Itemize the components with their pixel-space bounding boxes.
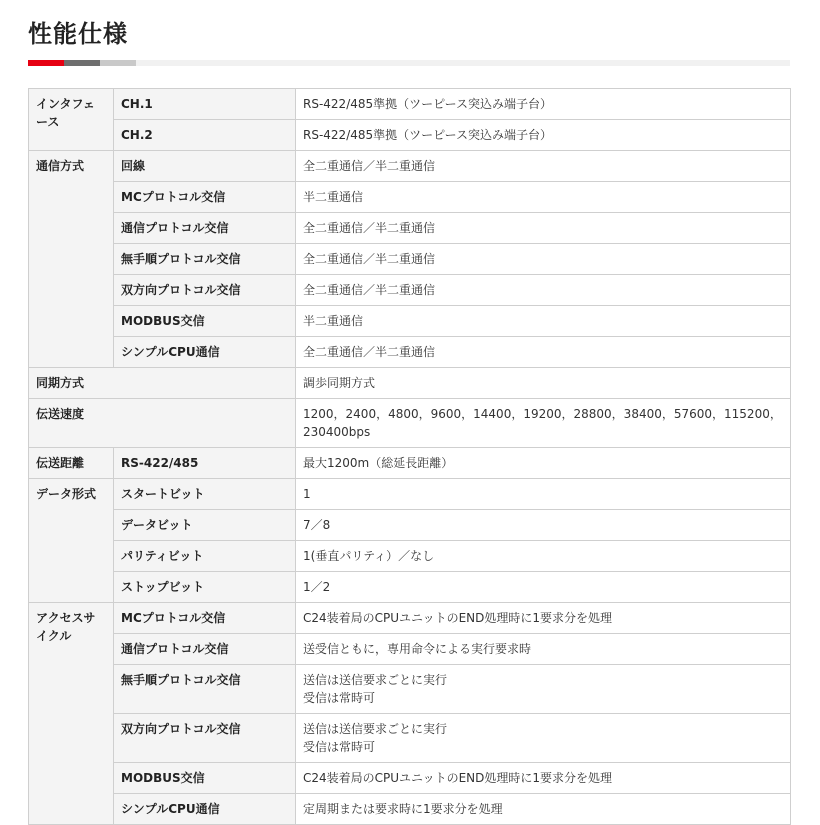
item-value: 調歩同期方式: [296, 368, 791, 399]
item-value: 半二重通信: [296, 182, 791, 213]
item-value: 全二重通信／半二重通信: [296, 337, 791, 368]
item-name: 通信プロトコル交信: [114, 213, 296, 244]
item-value: 送信は送信要求ごとに実行 受信は常時可: [296, 714, 791, 763]
item-value: C24装着局のCPUユニットのEND処理時に1要求分を処理: [296, 763, 791, 794]
table-row: [29, 275, 791, 306]
underline-light-segment: [100, 60, 136, 66]
item-name: データビット: [114, 510, 296, 541]
category-comm-method: 通信方式: [29, 151, 114, 368]
item-name: ストップビット: [114, 572, 296, 603]
item-value: RS-422/485準拠（ツーピース突込み端子台）: [296, 89, 791, 120]
table-row: [29, 541, 791, 572]
table-row: [29, 665, 791, 714]
item-value: 定周期または要求時に1要求分を処理: [296, 794, 791, 825]
table-row: [29, 89, 791, 120]
title-underline: [28, 60, 790, 66]
underline-dark-segment: [64, 60, 100, 66]
table-row: [29, 479, 791, 510]
item-name: RS-422/485: [114, 448, 296, 479]
item-value: 半二重通信: [296, 306, 791, 337]
underline-red-segment: [28, 60, 64, 66]
item-name: 通信プロトコル交信: [114, 634, 296, 665]
item-value: 1: [296, 479, 791, 510]
item-value: 全二重通信／半二重通信: [296, 244, 791, 275]
item-name: MCプロトコル交信: [114, 182, 296, 213]
item-value: 1200，2400，4800，9600，14400，19200，28800，38400，57600，115200， 230400bps: [296, 399, 791, 448]
item-name: シンプルCPU通信: [114, 794, 296, 825]
item-value: 1(垂直パリティ）／なし: [296, 541, 791, 572]
item-value: 全二重通信／半二重通信: [296, 213, 791, 244]
item-value: 送受信ともに，専用命令による実行要求時: [296, 634, 791, 665]
table-row: [29, 182, 791, 213]
spec-table: [28, 88, 791, 825]
table-row: [29, 120, 791, 151]
table-row: [29, 634, 791, 665]
table-row: [29, 510, 791, 541]
item-name: CH.1: [114, 89, 296, 120]
item-name: シンプルCPU通信: [114, 337, 296, 368]
item-value: 全二重通信／半二重通信: [296, 151, 791, 182]
category-distance: 伝送距離: [29, 448, 114, 479]
table-row: [29, 337, 791, 368]
item-name: MODBUS交信: [114, 763, 296, 794]
item-value: RS-422/485準拠（ツーピース突込み端子台）: [296, 120, 791, 151]
table-row: [29, 244, 791, 275]
category-data-format: データ形式: [29, 479, 114, 603]
item-value: C24装着局のCPUユニットのEND処理時に1要求分を処理: [296, 603, 791, 634]
item-value: 7／8: [296, 510, 791, 541]
item-name: 無手順プロトコル交信: [114, 244, 296, 275]
item-name: 双方向プロトコル交信: [114, 275, 296, 306]
item-value: 全二重通信／半二重通信: [296, 275, 791, 306]
item-name: 無手順プロトコル交信: [114, 665, 296, 714]
table-row: [29, 151, 791, 182]
table-row: [29, 368, 791, 399]
item-name: 回線: [114, 151, 296, 182]
item-name: CH.2: [114, 120, 296, 151]
item-name: MCプロトコル交信: [114, 603, 296, 634]
table-row: [29, 572, 791, 603]
item-value: 最大1200m（総延長距離）: [296, 448, 791, 479]
table-row: [29, 714, 791, 763]
category-sync-method: 同期方式: [29, 368, 296, 399]
item-name: パリティビット: [114, 541, 296, 572]
category-interface: インタフェース: [29, 89, 114, 151]
category-speed: 伝送速度: [29, 399, 296, 448]
table-row: [29, 448, 791, 479]
item-name: 双方向プロトコル交信: [114, 714, 296, 763]
table-row: [29, 399, 791, 448]
item-name: MODBUS交信: [114, 306, 296, 337]
table-row: [29, 213, 791, 244]
item-name: スタートビット: [114, 479, 296, 510]
item-value: 1／2: [296, 572, 791, 603]
item-value: 送信は送信要求ごとに実行 受信は常時可: [296, 665, 791, 714]
table-row: [29, 603, 791, 634]
table-row: [29, 763, 791, 794]
category-access-cycle: アクセスサイクル: [29, 603, 114, 825]
table-row: [29, 306, 791, 337]
page-title: 性能仕様: [28, 20, 128, 48]
